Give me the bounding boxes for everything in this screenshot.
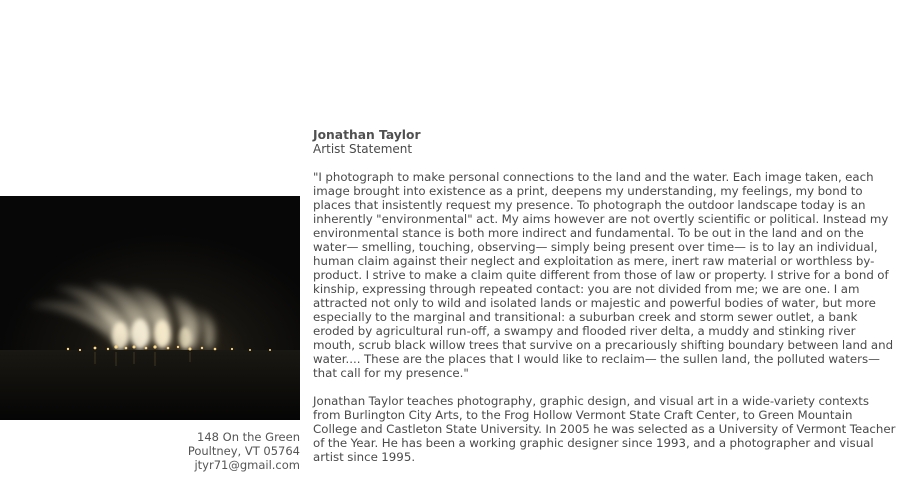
email-address[interactable]: jtyr71@gmail.com	[194, 458, 300, 472]
bio-paragraph: Jonathan Taylor teaches photography, graphic design, and visual art in a wide-variety contexts from Burlington City Arts, to the Frog Hollow Vermont State Craft Center, to Green Mountain College and Castleton State University. In 2005 he was selected as a University of Vermont Teacher of the Year. He has been a working graphic designer since 1993, and a photographer and visual artist since 1995.	[313, 394, 896, 464]
artist-name: Jonathan Taylor	[313, 128, 421, 142]
artist-statement-content	[313, 128, 898, 478]
address-city: Poultney, VT 05764	[187, 444, 300, 458]
address-street: 148 On the Green	[197, 430, 300, 444]
power-plant-night-photo	[0, 196, 300, 420]
page-subtitle: Artist Statement	[313, 142, 413, 156]
contact-block	[188, 430, 300, 472]
statement-paragraph: "I photograph to make personal connections to the land and the water. Each image taken, each image brought into existence as a print, deepens my understanding, my feelings, my bond to places that insistently request my presence. To photograph the outdoor landscape today is an inherently "environmental" act. My aims however are not overtly scientific or political. Instead my environmental stance is both more indirect and fundamental. To be out in the land and on the water— smelling, touching, observing— simply being present over time— is to lay an individual, human claim against their neglect and exploitation as mere, inert raw material or worthless by-product. I strive to make a claim quite different from those of law or property. I strive for a bond of kinship, expressing through repeated contact: you are not divided from me; we are one. I am attracted not only to wild and isolated lands or majestic and powerful bodies of water, but more especially to the marginal and transitional: a suburban creek and storm sewer outlet, a bank eroded by agricultural run-off, a swampy and flooded river delta, a muddy and stinking river mouth, scrub black willow trees that survive on a precariously shifting boundary between land and water.... These are the places that I would like to reclaim— the sullen land, the polluted waters— that call for my presence."	[313, 170, 894, 380]
